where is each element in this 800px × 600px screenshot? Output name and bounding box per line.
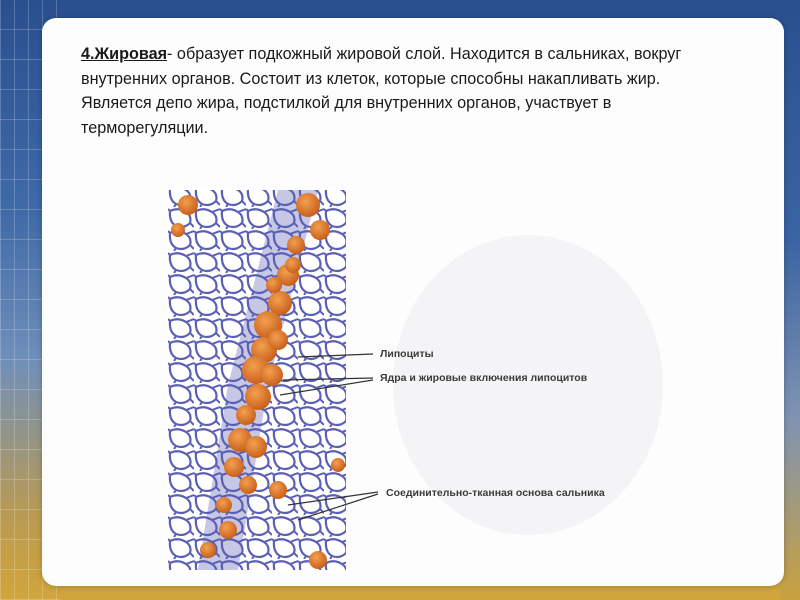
histology-figure xyxy=(168,185,668,570)
slide-heading: 4.Жировая xyxy=(81,45,168,63)
label-lipocytes: Липоциты xyxy=(380,348,434,360)
slide-text xyxy=(81,42,721,140)
slide-body: - образует подкожный жировой слой. Находится в сальниках, вокруг внутренних органов. Состоит из клеток, которые способны накапливать жир. Является депо жира, подстилкой для внутренних органов, участвует в терморегуляции. xyxy=(81,45,682,137)
label-stroma: Соединительно-тканная основа сальника xyxy=(386,487,605,499)
label-nuclei: Ядра и жировые включения липоцитов xyxy=(380,372,588,384)
